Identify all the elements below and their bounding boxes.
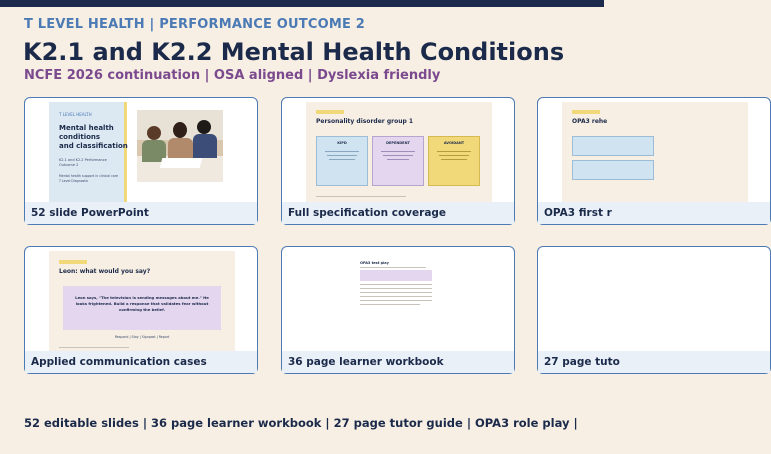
- slide-heading: Personality disorder group 1: [316, 118, 414, 125]
- card-caption: 27 page tuto: [538, 351, 770, 373]
- slide-title-2: conditions: [59, 133, 101, 141]
- box-dependent: DEPENDENT: [372, 136, 424, 186]
- page-heading: OPA3 test play: [360, 261, 389, 265]
- slide-heading: OPA3 rehe: [572, 118, 608, 125]
- slide-thumbnail: [49, 102, 235, 202]
- card-caption: 36 page learner workbook: [282, 351, 514, 373]
- slide-kicker: T LEVEL HEALTH: [59, 112, 92, 117]
- guide-thumbnail: [562, 251, 748, 351]
- card-caption: 52 slide PowerPoint: [25, 202, 257, 224]
- box-kipd: KIPD: [316, 136, 368, 186]
- eyebrow-label: T LEVEL HEALTH | PERFORMANCE OUTCOME 2: [24, 17, 366, 32]
- slide-note-1: Mental health support in clinical care: [59, 174, 119, 178]
- card-specification[interactable]: [281, 97, 515, 225]
- slide-note-2: T Level Diagnostic: [59, 179, 89, 183]
- slide-title-1: Mental health: [59, 124, 114, 132]
- slide-thumbnail: [306, 102, 492, 202]
- card-tutor-guide[interactable]: [537, 246, 771, 374]
- photo-students: [137, 110, 223, 182]
- card-opa3[interactable]: [537, 97, 771, 225]
- slide-heading: Leon: what would you say?: [59, 268, 151, 275]
- slide-foot: Respond | Stay | Signpost | Report: [114, 335, 170, 339]
- page-title: K2.1 and K2.2 Mental Health Conditions: [23, 38, 565, 66]
- footer-summary: 52 editable slides | 36 page learner workbook | 27 page tutor guide | OPA3 role play |: [24, 416, 578, 430]
- slide-sub-2: Outcome 2: [59, 163, 79, 167]
- slide-thumbnail: [562, 102, 748, 202]
- card-powerpoint[interactable]: [24, 97, 258, 225]
- box-avoidant: AVOIDANT: [428, 136, 480, 186]
- card-caption: OPA3 first r: [538, 202, 770, 224]
- workbook-thumbnail: [306, 251, 492, 351]
- page-subtitle: NCFE 2026 continuation | OSA aligned | Dyslexia friendly: [24, 68, 441, 83]
- quote-box: Leon says, "The television is sending messages about me." He looks frightened. Build a response that validates fear without confirming the belief.: [63, 286, 221, 330]
- slide-title-3: and classification: [59, 142, 128, 150]
- card-workbook[interactable]: [281, 246, 515, 374]
- card-caption: Full specification coverage: [282, 202, 514, 224]
- top-bar: [0, 0, 604, 7]
- card-communication-cases[interactable]: [24, 246, 258, 374]
- slide-thumbnail: [49, 251, 235, 351]
- card-caption: Applied communication cases: [25, 351, 257, 373]
- slide-sub-1: K2.1 and K2.2 Performance: [59, 158, 107, 162]
